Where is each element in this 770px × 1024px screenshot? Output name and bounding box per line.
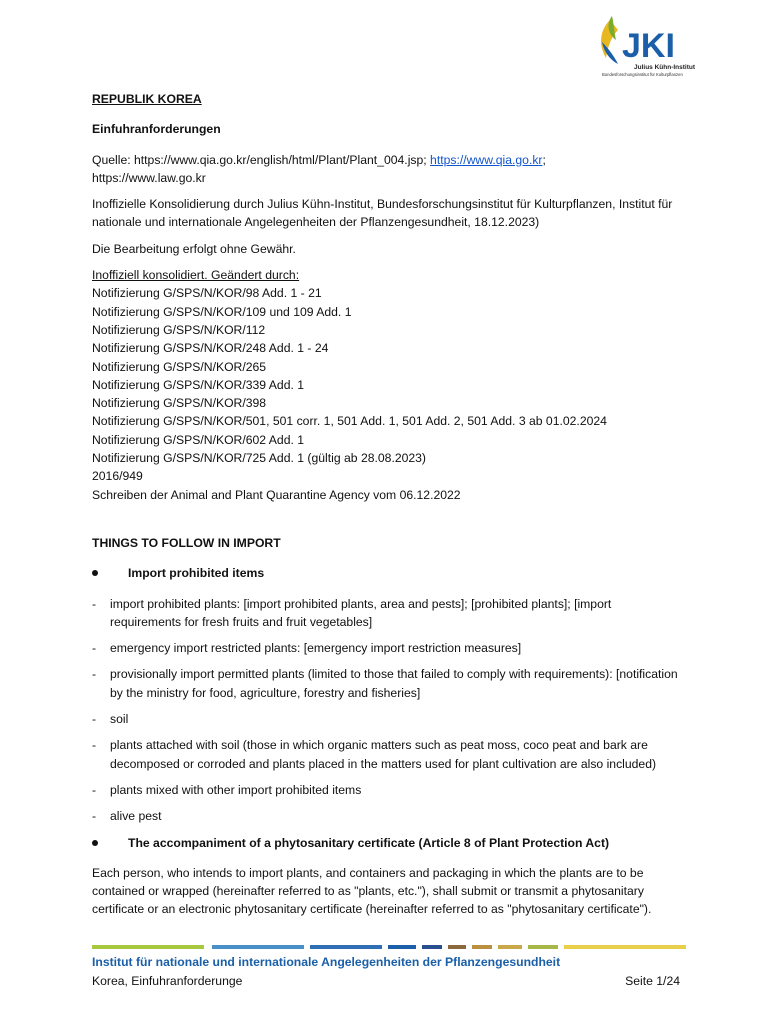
amendment-item: Notifizierung G/SPS/N/KOR/339 Add. 1 <box>92 377 305 392</box>
source-prefix: Quelle: https://www.qia.go.kr/english/html/Plant/Plant_004.jsp; <box>92 152 431 167</box>
list-item <box>92 595 682 632</box>
list-item-text: plants mixed with other import prohibited items <box>110 782 362 797</box>
amendment-item: Notifizierung G/SPS/N/KOR/98 Add. 1 - 21 <box>92 286 322 301</box>
logo-institute-name: Julius Kühn-Institut <box>634 64 696 71</box>
source-suffix: ; <box>542 152 546 167</box>
list-item <box>92 781 682 799</box>
list-item <box>92 710 682 728</box>
amendments-list <box>92 266 682 504</box>
dash-marker: - <box>92 667 97 682</box>
document-body <box>92 90 682 927</box>
bullet-dot-icon <box>92 570 98 576</box>
dash-marker: - <box>92 712 97 727</box>
dash-marker: - <box>92 809 97 824</box>
page-number: Seite 1/24 <box>625 974 680 988</box>
list-item <box>92 807 682 825</box>
amendment-item: Notifizierung G/SPS/N/KOR/602 Add. 1 <box>92 432 305 447</box>
country-heading: REPUBLIK KOREA <box>92 92 202 106</box>
dash-marker: - <box>92 738 97 753</box>
amendments-heading: Inoffiziell konsolidiert. Geändert durch: <box>92 268 300 283</box>
list-item <box>92 665 682 702</box>
list-item-text: plants attached with soil (those in which organic matters such as peat moss, coco peat and bark are decomposed or corroded and plants placed in the matters used for plant cultivation are also included) <box>110 738 657 771</box>
list-item-text: alive pest <box>110 809 162 824</box>
list-item-text: import prohibited plants: [import prohibited plants, area and pests]; [prohibited plants]; [import requirements for fresh fruits and fruit vegetables] <box>110 596 612 629</box>
bullet-label: Import prohibited items <box>128 566 265 581</box>
list-item-text: emergency import restricted plants: [emergency import restriction measures] <box>110 641 522 656</box>
consolidation-note: Inoffizielle Konsolidierung durch Julius Kühn-Institut, Bundesforschungsinstitut für Kulturpflanzen, Institut für nationale und internationale Angelegenheiten der Pflanzengesundheit, 18.12.2023) <box>92 197 673 230</box>
jki-leaf-icon <box>596 12 716 78</box>
bullet-import-prohibited <box>92 564 682 582</box>
footer-color-bar <box>92 944 686 950</box>
dash-marker: - <box>92 641 97 656</box>
list-item <box>92 639 682 657</box>
list-item-text: soil <box>110 712 129 727</box>
amendment-item: 2016/949 <box>92 469 143 484</box>
disclaimer: Die Bearbeitung erfolgt ohne Gewähr. <box>92 241 296 256</box>
bullet-dot-icon <box>92 840 98 846</box>
section-title: THINGS TO FOLLOW IN IMPORT <box>92 535 281 550</box>
amendment-item: Notifizierung G/SPS/N/KOR/248 Add. 1 - 24 <box>92 341 329 356</box>
dash-marker: - <box>92 782 97 797</box>
dash-marker: - <box>92 596 97 611</box>
amendment-item: Notifizierung G/SPS/N/KOR/501, 501 corr. 1, 501 Add. 1, 501 Add. 2, 501 Add. 3 ab 01.02.2024 <box>92 414 607 429</box>
amendment-item: Notifizierung G/SPS/N/KOR/398 <box>92 396 267 411</box>
footer-title: Institut für nationale und internationale Angelegenheiten der Pflanzengesundheit <box>92 955 561 969</box>
amendment-item: Notifizierung G/SPS/N/KOR/725 Add. 1 (gültig ab 28.08.2023) <box>92 451 426 466</box>
amendment-item: Notifizierung G/SPS/N/KOR/109 und 109 Add. 1 <box>92 304 352 319</box>
list-item <box>92 736 682 773</box>
logo-tagline: Bundesforschungsinstitut für Kulturpflanzen <box>602 72 683 77</box>
list-item-text: provisionally import permitted plants (limited to those that failed to comply with requirements): [notification by the ministry for food, agriculture, forestry and fisheries] <box>110 667 678 700</box>
document-subtitle: Einfuhranforderungen <box>92 122 221 137</box>
amendment-item: Notifizierung G/SPS/N/KOR/112 <box>92 322 266 337</box>
certificate-paragraph: Each person, who intends to import plants, and containers and packaging in which the plants are to be contained or wrapped (hereinafter referred to as "plants, etc."), shall submit or transmit a phytosanitary certificate or an electronic phytosanitary certificate (hereinafter referred to as "phytosanitary certificate"). <box>92 865 652 917</box>
amendment-item: Schreiben der Animal and Plant Quarantine Agency vom 06.12.2022 <box>92 487 461 502</box>
source-line-2: https://www.law.go.kr <box>92 170 206 185</box>
amendment-item: Notifizierung G/SPS/N/KOR/265 <box>92 359 267 374</box>
bullet-label: The accompaniment of a phytosanitary certificate (Article 8 of Plant Protection Act) <box>128 835 610 850</box>
bullet-phytosanitary-certificate <box>92 834 682 852</box>
source-link[interactable]: https://www.qia.go.kr <box>430 152 543 167</box>
footer-subtitle: Korea, Einfuhranforderunge <box>92 974 243 988</box>
source-block <box>92 151 682 188</box>
jki-logo <box>596 12 716 78</box>
logo-letters: JKI <box>622 27 675 65</box>
